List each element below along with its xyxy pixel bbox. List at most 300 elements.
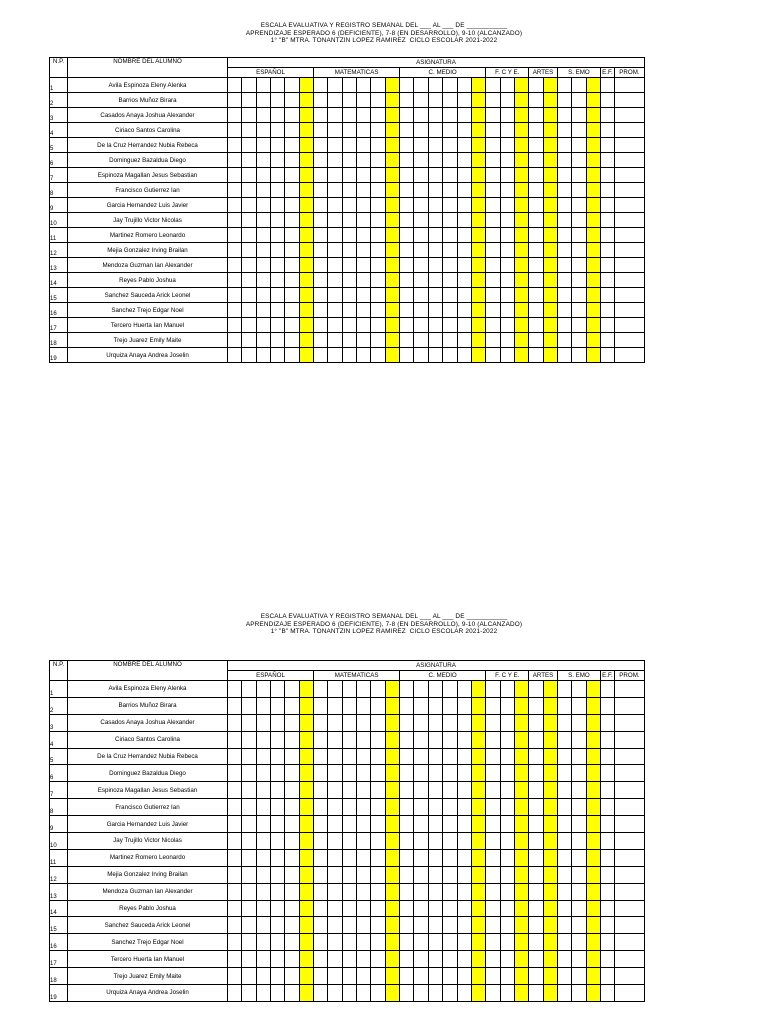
grade-cell[interactable] <box>299 849 313 866</box>
grade-cell[interactable] <box>299 883 313 900</box>
grade-cell[interactable] <box>314 213 328 228</box>
grade-cell[interactable] <box>328 951 342 968</box>
grade-cell[interactable] <box>271 183 285 198</box>
grade-cell[interactable] <box>600 968 614 985</box>
grade-cell[interactable] <box>586 782 600 799</box>
grade-cell[interactable] <box>614 78 644 93</box>
grade-cell[interactable] <box>414 243 428 258</box>
grade-cell[interactable] <box>514 258 528 273</box>
grade-cell[interactable] <box>242 108 256 123</box>
grade-cell[interactable] <box>242 183 256 198</box>
grade-cell[interactable] <box>486 258 500 273</box>
grade-cell[interactable] <box>457 934 471 951</box>
grade-cell[interactable] <box>357 782 371 799</box>
grade-cell[interactable] <box>385 697 399 714</box>
grade-cell[interactable] <box>371 303 385 318</box>
grade-cell[interactable] <box>471 866 485 883</box>
grade-cell[interactable] <box>614 917 644 934</box>
grade-cell[interactable] <box>414 123 428 138</box>
grade-cell[interactable] <box>414 213 428 228</box>
grade-cell[interactable] <box>357 714 371 731</box>
grade-cell[interactable] <box>486 849 500 866</box>
grade-cell[interactable] <box>242 968 256 985</box>
grade-cell[interactable] <box>328 782 342 799</box>
grade-cell[interactable] <box>299 183 313 198</box>
grade-cell[interactable] <box>414 883 428 900</box>
grade-cell[interactable] <box>271 748 285 765</box>
grade-cell[interactable] <box>385 183 399 198</box>
grade-cell[interactable] <box>242 934 256 951</box>
grade-cell[interactable] <box>500 108 514 123</box>
grade-cell[interactable] <box>514 273 528 288</box>
grade-cell[interactable] <box>572 985 586 1002</box>
grade-cell[interactable] <box>457 883 471 900</box>
grade-cell[interactable] <box>228 748 242 765</box>
grade-cell[interactable] <box>271 333 285 348</box>
grade-cell[interactable] <box>428 93 442 108</box>
grade-cell[interactable] <box>371 799 385 816</box>
grade-cell[interactable] <box>529 213 543 228</box>
grade-cell[interactable] <box>342 951 356 968</box>
grade-cell[interactable] <box>299 985 313 1002</box>
grade-cell[interactable] <box>586 748 600 765</box>
grade-cell[interactable] <box>414 866 428 883</box>
grade-cell[interactable] <box>357 258 371 273</box>
grade-cell[interactable] <box>299 153 313 168</box>
grade-cell[interactable] <box>557 273 571 288</box>
grade-cell[interactable] <box>271 866 285 883</box>
grade-cell[interactable] <box>242 731 256 748</box>
grade-cell[interactable] <box>614 951 644 968</box>
grade-cell[interactable] <box>486 917 500 934</box>
grade-cell[interactable] <box>428 273 442 288</box>
grade-cell[interactable] <box>371 748 385 765</box>
grade-cell[interactable] <box>228 138 242 153</box>
grade-cell[interactable] <box>543 348 557 363</box>
grade-cell[interactable] <box>557 748 571 765</box>
grade-cell[interactable] <box>614 303 644 318</box>
grade-cell[interactable] <box>342 288 356 303</box>
grade-cell[interactable] <box>529 697 543 714</box>
grade-cell[interactable] <box>586 168 600 183</box>
grade-cell[interactable] <box>428 213 442 228</box>
grade-cell[interactable] <box>600 288 614 303</box>
grade-cell[interactable] <box>414 985 428 1002</box>
grade-cell[interactable] <box>557 833 571 850</box>
grade-cell[interactable] <box>357 153 371 168</box>
grade-cell[interactable] <box>500 714 514 731</box>
grade-cell[interactable] <box>342 123 356 138</box>
grade-cell[interactable] <box>514 108 528 123</box>
grade-cell[interactable] <box>400 968 414 985</box>
grade-cell[interactable] <box>457 985 471 1002</box>
grade-cell[interactable] <box>285 108 299 123</box>
grade-cell[interactable] <box>328 243 342 258</box>
grade-cell[interactable] <box>385 228 399 243</box>
grade-cell[interactable] <box>228 183 242 198</box>
grade-cell[interactable] <box>586 213 600 228</box>
grade-cell[interactable] <box>443 93 457 108</box>
grade-cell[interactable] <box>271 78 285 93</box>
grade-cell[interactable] <box>543 714 557 731</box>
grade-cell[interactable] <box>529 799 543 816</box>
grade-cell[interactable] <box>242 78 256 93</box>
grade-cell[interactable] <box>328 849 342 866</box>
grade-cell[interactable] <box>514 213 528 228</box>
grade-cell[interactable] <box>228 258 242 273</box>
grade-cell[interactable] <box>529 168 543 183</box>
grade-cell[interactable] <box>486 985 500 1002</box>
grade-cell[interactable] <box>529 748 543 765</box>
grade-cell[interactable] <box>357 243 371 258</box>
grade-cell[interactable] <box>328 93 342 108</box>
grade-cell[interactable] <box>371 273 385 288</box>
grade-cell[interactable] <box>529 900 543 917</box>
grade-cell[interactable] <box>385 93 399 108</box>
grade-cell[interactable] <box>414 951 428 968</box>
grade-cell[interactable] <box>529 333 543 348</box>
grade-cell[interactable] <box>529 138 543 153</box>
grade-cell[interactable] <box>443 303 457 318</box>
grade-cell[interactable] <box>414 318 428 333</box>
grade-cell[interactable] <box>314 917 328 934</box>
grade-cell[interactable] <box>557 681 571 698</box>
grade-cell[interactable] <box>586 900 600 917</box>
grade-cell[interactable] <box>371 318 385 333</box>
grade-cell[interactable] <box>529 93 543 108</box>
grade-cell[interactable] <box>471 138 485 153</box>
grade-cell[interactable] <box>342 273 356 288</box>
grade-cell[interactable] <box>385 258 399 273</box>
grade-cell[interactable] <box>500 138 514 153</box>
grade-cell[interactable] <box>357 697 371 714</box>
grade-cell[interactable] <box>299 243 313 258</box>
grade-cell[interactable] <box>357 183 371 198</box>
grade-cell[interactable] <box>342 849 356 866</box>
grade-cell[interactable] <box>572 849 586 866</box>
grade-cell[interactable] <box>471 748 485 765</box>
grade-cell[interactable] <box>543 303 557 318</box>
grade-cell[interactable] <box>314 816 328 833</box>
grade-cell[interactable] <box>529 123 543 138</box>
grade-cell[interactable] <box>543 782 557 799</box>
grade-cell[interactable] <box>572 866 586 883</box>
grade-cell[interactable] <box>514 866 528 883</box>
grade-cell[interactable] <box>357 108 371 123</box>
grade-cell[interactable] <box>428 153 442 168</box>
grade-cell[interactable] <box>428 138 442 153</box>
grade-cell[interactable] <box>285 765 299 782</box>
grade-cell[interactable] <box>557 258 571 273</box>
grade-cell[interactable] <box>543 243 557 258</box>
grade-cell[interactable] <box>400 243 414 258</box>
grade-cell[interactable] <box>242 985 256 1002</box>
grade-cell[interactable] <box>400 318 414 333</box>
grade-cell[interactable] <box>414 917 428 934</box>
grade-cell[interactable] <box>242 243 256 258</box>
grade-cell[interactable] <box>371 681 385 698</box>
grade-cell[interactable] <box>543 917 557 934</box>
grade-cell[interactable] <box>357 228 371 243</box>
grade-cell[interactable] <box>586 78 600 93</box>
grade-cell[interactable] <box>328 816 342 833</box>
grade-cell[interactable] <box>285 731 299 748</box>
grade-cell[interactable] <box>299 108 313 123</box>
grade-cell[interactable] <box>471 258 485 273</box>
grade-cell[interactable] <box>271 951 285 968</box>
grade-cell[interactable] <box>586 883 600 900</box>
grade-cell[interactable] <box>328 765 342 782</box>
grade-cell[interactable] <box>514 123 528 138</box>
grade-cell[interactable] <box>342 168 356 183</box>
grade-cell[interactable] <box>543 288 557 303</box>
grade-cell[interactable] <box>600 765 614 782</box>
grade-cell[interactable] <box>572 138 586 153</box>
grade-cell[interactable] <box>428 816 442 833</box>
grade-cell[interactable] <box>600 917 614 934</box>
grade-cell[interactable] <box>443 866 457 883</box>
grade-cell[interactable] <box>457 108 471 123</box>
grade-cell[interactable] <box>228 917 242 934</box>
grade-cell[interactable] <box>328 917 342 934</box>
grade-cell[interactable] <box>457 782 471 799</box>
grade-cell[interactable] <box>299 934 313 951</box>
grade-cell[interactable] <box>428 183 442 198</box>
grade-cell[interactable] <box>428 951 442 968</box>
grade-cell[interactable] <box>543 681 557 698</box>
grade-cell[interactable] <box>486 123 500 138</box>
grade-cell[interactable] <box>228 968 242 985</box>
grade-cell[interactable] <box>486 799 500 816</box>
grade-cell[interactable] <box>385 934 399 951</box>
grade-cell[interactable] <box>471 816 485 833</box>
grade-cell[interactable] <box>256 782 270 799</box>
grade-cell[interactable] <box>514 243 528 258</box>
grade-cell[interactable] <box>285 985 299 1002</box>
grade-cell[interactable] <box>400 748 414 765</box>
grade-cell[interactable] <box>285 213 299 228</box>
grade-cell[interactable] <box>342 198 356 213</box>
grade-cell[interactable] <box>328 333 342 348</box>
grade-cell[interactable] <box>242 849 256 866</box>
grade-cell[interactable] <box>529 866 543 883</box>
grade-cell[interactable] <box>299 138 313 153</box>
grade-cell[interactable] <box>328 138 342 153</box>
grade-cell[interactable] <box>600 108 614 123</box>
grade-cell[interactable] <box>314 123 328 138</box>
grade-cell[interactable] <box>557 765 571 782</box>
grade-cell[interactable] <box>443 765 457 782</box>
grade-cell[interactable] <box>314 934 328 951</box>
grade-cell[interactable] <box>471 183 485 198</box>
grade-cell[interactable] <box>328 985 342 1002</box>
grade-cell[interactable] <box>314 78 328 93</box>
grade-cell[interactable] <box>385 288 399 303</box>
grade-cell[interactable] <box>314 697 328 714</box>
grade-cell[interactable] <box>314 93 328 108</box>
grade-cell[interactable] <box>371 968 385 985</box>
grade-cell[interactable] <box>271 816 285 833</box>
grade-cell[interactable] <box>500 697 514 714</box>
grade-cell[interactable] <box>256 731 270 748</box>
grade-cell[interactable] <box>614 816 644 833</box>
grade-cell[interactable] <box>371 78 385 93</box>
grade-cell[interactable] <box>586 348 600 363</box>
grade-cell[interactable] <box>457 348 471 363</box>
grade-cell[interactable] <box>414 333 428 348</box>
grade-cell[interactable] <box>285 951 299 968</box>
grade-cell[interactable] <box>529 153 543 168</box>
grade-cell[interactable] <box>285 198 299 213</box>
grade-cell[interactable] <box>543 765 557 782</box>
grade-cell[interactable] <box>457 714 471 731</box>
grade-cell[interactable] <box>371 917 385 934</box>
grade-cell[interactable] <box>486 78 500 93</box>
grade-cell[interactable] <box>328 153 342 168</box>
grade-cell[interactable] <box>342 108 356 123</box>
grade-cell[interactable] <box>285 934 299 951</box>
grade-cell[interactable] <box>614 748 644 765</box>
grade-cell[interactable] <box>228 934 242 951</box>
grade-cell[interactable] <box>385 849 399 866</box>
grade-cell[interactable] <box>242 714 256 731</box>
grade-cell[interactable] <box>228 78 242 93</box>
grade-cell[interactable] <box>428 866 442 883</box>
grade-cell[interactable] <box>600 985 614 1002</box>
grade-cell[interactable] <box>572 213 586 228</box>
grade-cell[interactable] <box>242 303 256 318</box>
grade-cell[interactable] <box>357 78 371 93</box>
grade-cell[interactable] <box>586 799 600 816</box>
grade-cell[interactable] <box>600 138 614 153</box>
grade-cell[interactable] <box>299 93 313 108</box>
grade-cell[interactable] <box>428 108 442 123</box>
grade-cell[interactable] <box>285 883 299 900</box>
grade-cell[interactable] <box>572 93 586 108</box>
grade-cell[interactable] <box>557 968 571 985</box>
grade-cell[interactable] <box>514 168 528 183</box>
grade-cell[interactable] <box>271 198 285 213</box>
grade-cell[interactable] <box>500 168 514 183</box>
grade-cell[interactable] <box>443 833 457 850</box>
grade-cell[interactable] <box>400 849 414 866</box>
grade-cell[interactable] <box>314 168 328 183</box>
grade-cell[interactable] <box>529 258 543 273</box>
grade-cell[interactable] <box>271 93 285 108</box>
grade-cell[interactable] <box>557 697 571 714</box>
grade-cell[interactable] <box>614 288 644 303</box>
grade-cell[interactable] <box>428 833 442 850</box>
grade-cell[interactable] <box>500 228 514 243</box>
grade-cell[interactable] <box>385 731 399 748</box>
grade-cell[interactable] <box>572 799 586 816</box>
grade-cell[interactable] <box>500 934 514 951</box>
grade-cell[interactable] <box>486 697 500 714</box>
grade-cell[interactable] <box>572 934 586 951</box>
grade-cell[interactable] <box>500 288 514 303</box>
grade-cell[interactable] <box>242 917 256 934</box>
grade-cell[interactable] <box>514 348 528 363</box>
grade-cell[interactable] <box>314 951 328 968</box>
grade-cell[interactable] <box>428 697 442 714</box>
grade-cell[interactable] <box>342 333 356 348</box>
grade-cell[interactable] <box>443 681 457 698</box>
grade-cell[interactable] <box>400 934 414 951</box>
grade-cell[interactable] <box>557 782 571 799</box>
grade-cell[interactable] <box>400 273 414 288</box>
grade-cell[interactable] <box>428 968 442 985</box>
grade-cell[interactable] <box>471 765 485 782</box>
grade-cell[interactable] <box>600 833 614 850</box>
grade-cell[interactable] <box>242 748 256 765</box>
grade-cell[interactable] <box>572 765 586 782</box>
grade-cell[interactable] <box>514 799 528 816</box>
grade-cell[interactable] <box>314 900 328 917</box>
grade-cell[interactable] <box>314 138 328 153</box>
grade-cell[interactable] <box>271 288 285 303</box>
grade-cell[interactable] <box>428 333 442 348</box>
grade-cell[interactable] <box>529 917 543 934</box>
grade-cell[interactable] <box>514 934 528 951</box>
grade-cell[interactable] <box>385 765 399 782</box>
grade-cell[interactable] <box>400 782 414 799</box>
grade-cell[interactable] <box>385 333 399 348</box>
grade-cell[interactable] <box>299 765 313 782</box>
grade-cell[interactable] <box>443 198 457 213</box>
grade-cell[interactable] <box>414 108 428 123</box>
grade-cell[interactable] <box>614 968 644 985</box>
grade-cell[interactable] <box>328 681 342 698</box>
grade-cell[interactable] <box>400 288 414 303</box>
grade-cell[interactable] <box>414 78 428 93</box>
grade-cell[interactable] <box>314 765 328 782</box>
grade-cell[interactable] <box>486 765 500 782</box>
grade-cell[interactable] <box>285 273 299 288</box>
grade-cell[interactable] <box>414 138 428 153</box>
grade-cell[interactable] <box>314 318 328 333</box>
grade-cell[interactable] <box>514 917 528 934</box>
grade-cell[interactable] <box>529 348 543 363</box>
grade-cell[interactable] <box>328 866 342 883</box>
grade-cell[interactable] <box>600 731 614 748</box>
grade-cell[interactable] <box>572 917 586 934</box>
grade-cell[interactable] <box>414 228 428 243</box>
grade-cell[interactable] <box>600 213 614 228</box>
grade-cell[interactable] <box>614 108 644 123</box>
grade-cell[interactable] <box>457 243 471 258</box>
grade-cell[interactable] <box>400 697 414 714</box>
grade-cell[interactable] <box>457 968 471 985</box>
grade-cell[interactable] <box>586 714 600 731</box>
grade-cell[interactable] <box>572 333 586 348</box>
grade-cell[interactable] <box>529 714 543 731</box>
grade-cell[interactable] <box>400 93 414 108</box>
grade-cell[interactable] <box>500 348 514 363</box>
grade-cell[interactable] <box>357 303 371 318</box>
grade-cell[interactable] <box>600 900 614 917</box>
grade-cell[interactable] <box>586 228 600 243</box>
grade-cell[interactable] <box>428 681 442 698</box>
grade-cell[interactable] <box>543 318 557 333</box>
grade-cell[interactable] <box>486 303 500 318</box>
grade-cell[interactable] <box>471 799 485 816</box>
grade-cell[interactable] <box>400 168 414 183</box>
grade-cell[interactable] <box>428 782 442 799</box>
grade-cell[interactable] <box>428 799 442 816</box>
grade-cell[interactable] <box>600 153 614 168</box>
grade-cell[interactable] <box>328 714 342 731</box>
grade-cell[interactable] <box>572 228 586 243</box>
